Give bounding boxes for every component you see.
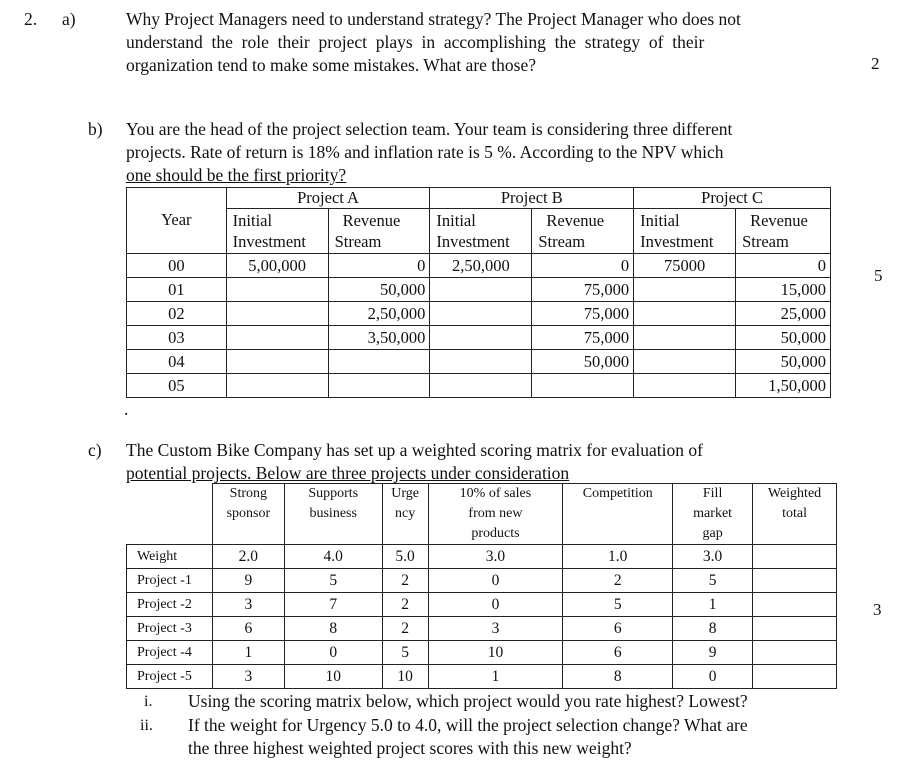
part-b-marks: 5: [874, 266, 883, 285]
score-cell: 2: [382, 569, 428, 593]
revenue-cell: 15,000: [736, 278, 831, 302]
col-header-text: Revenue: [342, 211, 401, 230]
score-cell: 3: [212, 593, 284, 617]
score-cell: 10: [284, 665, 382, 689]
part-c-marks: 3: [873, 600, 882, 619]
year-cell: 02: [127, 302, 227, 326]
revenue-cell: 50,000: [532, 350, 634, 374]
score-row: [127, 617, 837, 641]
score-cell: 1.0: [563, 545, 673, 569]
score-cell: 3: [212, 665, 284, 689]
part-b-label: b): [88, 119, 103, 139]
part-b-line: projects. Rate of return is 18% and inflation rate is 5 %. According to the NPV which: [126, 142, 724, 162]
row-label: Project -4: [127, 641, 213, 665]
col-header-text: Initial: [436, 211, 476, 230]
year-cell: 04: [127, 350, 227, 374]
revenue-cell: 50,000: [328, 278, 430, 302]
col-header-text: Stream: [742, 232, 789, 251]
npv-row: [127, 302, 831, 326]
npv-row: [127, 254, 831, 278]
investment-cell: [226, 350, 328, 374]
col-header-investment: [634, 209, 736, 254]
col-header-text: Revenue: [546, 211, 605, 230]
part-b-text: [126, 118, 838, 187]
npv-row: [127, 278, 831, 302]
investment-cell: 5,00,000: [226, 254, 328, 278]
criteria-header-line: total: [782, 506, 807, 521]
weighted-total-cell: [753, 569, 837, 593]
subq-i-label: i.: [144, 693, 153, 710]
revenue-cell: [328, 350, 430, 374]
col-header-text: Investment: [436, 232, 510, 251]
score-cell: 1: [428, 665, 563, 689]
col-header-text: Initial: [232, 211, 273, 230]
npv-row: [127, 350, 831, 374]
criteria-header: [284, 484, 382, 545]
criteria-header-line: 10% of sales: [459, 486, 532, 501]
revenue-cell: 25,000: [736, 302, 831, 326]
row-label: Weight: [127, 545, 213, 569]
criteria-header-line: Strong: [229, 486, 268, 501]
col-header-revenue: [532, 209, 634, 254]
blank-corner: [127, 484, 213, 545]
score-cell: 5: [284, 569, 382, 593]
col-header-text: Revenue: [750, 211, 808, 230]
row-label: Project -5: [127, 665, 213, 689]
score-cell: 2.0: [212, 545, 284, 569]
investment-cell: [634, 302, 736, 326]
revenue-cell: [328, 374, 430, 398]
score-cell: 8: [673, 617, 753, 641]
weighted-total-cell: [753, 593, 837, 617]
score-cell: 8: [563, 665, 673, 689]
subq-ii-text: [188, 714, 848, 760]
part-a-line: understand the role their project plays in accomplishing the strategy of their: [126, 32, 705, 52]
part-b-line: You are the head of the project selection team. Your team is considering three different: [126, 119, 733, 139]
score-cell: 2: [563, 569, 673, 593]
part-c-line: potential projects. Below are three projects under consideration: [126, 463, 570, 483]
revenue-cell: [532, 374, 634, 398]
part-c-text: [126, 439, 838, 485]
investment-cell: [430, 374, 532, 398]
score-cell: 6: [563, 641, 673, 665]
revenue-cell: 0: [736, 254, 831, 278]
col-header-text: Initial: [640, 211, 680, 230]
part-a-label: a): [62, 9, 76, 29]
score-cell: 5: [673, 569, 753, 593]
year-cell: 05: [127, 374, 227, 398]
col-header-text: Stream: [538, 232, 586, 251]
revenue-cell: 3,50,000: [328, 326, 430, 350]
part-a-line: Why Project Managers need to understand strategy? The Project Manager who does not: [126, 9, 741, 29]
score-cell: 9: [212, 569, 284, 593]
revenue-cell: 75,000: [532, 278, 634, 302]
score-row: [127, 569, 837, 593]
score-cell: 9: [673, 641, 753, 665]
criteria-header-line: sponsor: [226, 506, 271, 521]
col-header-text: Investment: [640, 232, 714, 251]
criteria-header-line: Supports: [308, 486, 359, 501]
score-cell: 5: [563, 593, 673, 617]
investment-cell: [430, 350, 532, 374]
part-a-marks: 2: [871, 54, 880, 73]
score-cell: 0: [428, 593, 563, 617]
year-cell: 00: [127, 254, 227, 278]
score-cell: 0: [673, 665, 753, 689]
scoring-matrix-table: [126, 483, 837, 689]
criteria-header-line: business: [309, 506, 357, 521]
revenue-cell: 1,50,000: [736, 374, 831, 398]
criteria-header: [673, 484, 753, 545]
investment-cell: [634, 278, 736, 302]
criteria-header-line: Fill: [702, 486, 723, 501]
year-header: Year: [127, 188, 227, 254]
project-c-header: Project C: [634, 188, 831, 209]
score-cell: 8: [284, 617, 382, 641]
col-header-revenue: [328, 209, 430, 254]
score-cell: 4.0: [284, 545, 382, 569]
criteria-header: [382, 484, 428, 545]
investment-cell: [430, 302, 532, 326]
col-header-text: Investment: [232, 232, 306, 251]
score-row: [127, 545, 837, 569]
score-row: [127, 641, 837, 665]
score-cell: 6: [212, 617, 284, 641]
score-cell: 10: [382, 665, 428, 689]
investment-cell: [226, 302, 328, 326]
subq-ii-label: ii.: [140, 717, 153, 734]
subq-i-text: [188, 690, 848, 713]
investment-cell: 75000: [634, 254, 736, 278]
criteria-header-line: products: [471, 526, 520, 541]
score-cell: 7: [284, 593, 382, 617]
revenue-cell: 75,000: [532, 302, 634, 326]
criteria-header-line: Competition: [582, 486, 653, 501]
weighted-total-cell: [753, 617, 837, 641]
score-cell: 0: [284, 641, 382, 665]
criteria-header-line: from new: [468, 506, 523, 521]
criteria-header-line: Urge: [391, 486, 419, 501]
project-b-header: Project B: [430, 188, 634, 209]
row-label: Project -3: [127, 617, 213, 641]
revenue-cell: 50,000: [736, 326, 831, 350]
investment-cell: [226, 278, 328, 302]
score-cell: 1: [212, 641, 284, 665]
npv-row: [127, 326, 831, 350]
investment-cell: [634, 350, 736, 374]
subq-line: Using the scoring matrix below, which project would you rate highest? Lowest?: [188, 691, 748, 711]
revenue-cell: 75,000: [532, 326, 634, 350]
subq-line: If the weight for Urgency 5.0 to 4.0, will the project selection change? What are: [188, 715, 748, 735]
investment-cell: [226, 374, 328, 398]
criteria-header: [563, 484, 673, 545]
score-cell: 2: [382, 593, 428, 617]
criteria-header-line: gap: [702, 526, 723, 541]
score-cell: 3: [428, 617, 563, 641]
criteria-header-line: market: [693, 506, 733, 521]
part-b-line: one should be the first priority?: [126, 165, 347, 185]
score-cell: 3.0: [428, 545, 563, 569]
weighted-total-cell: [753, 641, 837, 665]
question-number: 2.: [24, 9, 38, 29]
score-cell: 6: [563, 617, 673, 641]
subq-line: the three highest weighted project scores with this new weight?: [188, 738, 632, 758]
score-cell: 0: [428, 569, 563, 593]
col-header-revenue: [736, 209, 831, 254]
score-row: [127, 665, 837, 689]
row-label: Project -1: [127, 569, 213, 593]
score-cell: 10: [428, 641, 563, 665]
part-a-line: organization tend to make some mistakes. What are those?: [126, 55, 536, 75]
col-header-investment: [226, 209, 328, 254]
part-c-line: The Custom Bike Company has set up a weighted scoring matrix for evaluation of: [126, 440, 703, 460]
revenue-cell: 0: [328, 254, 430, 278]
score-row: [127, 593, 837, 617]
criteria-header-line: ncy: [395, 506, 416, 521]
weighted-total-cell: [753, 665, 837, 689]
score-cell: 2: [382, 617, 428, 641]
score-cell: 5: [382, 641, 428, 665]
project-a-header: Project A: [226, 188, 430, 209]
part-a-text: [126, 8, 838, 77]
score-cell: 5.0: [382, 545, 428, 569]
investment-cell: [430, 278, 532, 302]
criteria-header: [753, 484, 837, 545]
criteria-header: [212, 484, 284, 545]
investment-cell: [634, 326, 736, 350]
weighted-total-cell: [753, 545, 837, 569]
score-cell: 1: [673, 593, 753, 617]
npv-table: [126, 187, 831, 398]
investment-cell: 2,50,000: [430, 254, 532, 278]
revenue-cell: 2,50,000: [328, 302, 430, 326]
year-cell: 03: [127, 326, 227, 350]
criteria-header: [428, 484, 563, 545]
part-c-label: c): [88, 440, 102, 460]
stray-dot: .: [124, 399, 129, 419]
npv-row: [127, 374, 831, 398]
row-label: Project -2: [127, 593, 213, 617]
criteria-header-line: Weighted: [767, 486, 822, 501]
col-header-investment: [430, 209, 532, 254]
revenue-cell: 50,000: [736, 350, 831, 374]
investment-cell: [634, 374, 736, 398]
score-cell: 3.0: [673, 545, 753, 569]
col-header-text: Stream: [334, 232, 382, 251]
investment-cell: [226, 326, 328, 350]
year-cell: 01: [127, 278, 227, 302]
revenue-cell: 0: [532, 254, 634, 278]
investment-cell: [430, 326, 532, 350]
